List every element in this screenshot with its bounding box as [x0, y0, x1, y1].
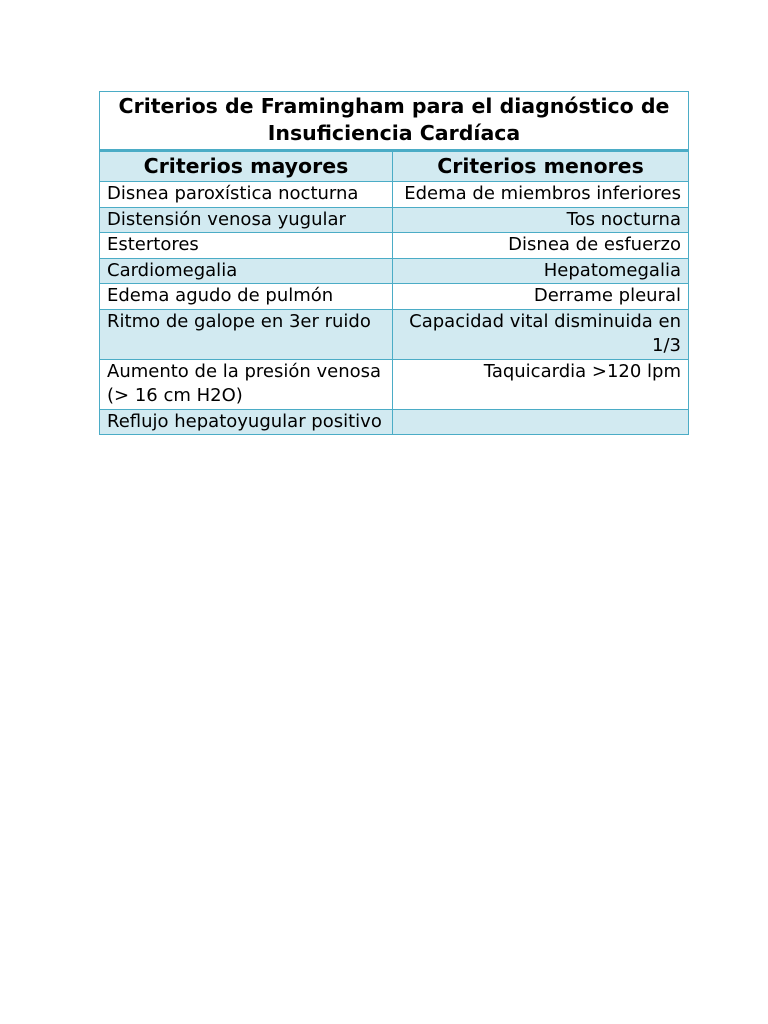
minor-criterion-cell: Capacidad vital disminuida en 1/3	[393, 309, 689, 359]
minor-criterion-cell: Tos nocturna	[393, 207, 689, 233]
header-row	[100, 151, 689, 182]
major-criterion-cell: Reflujo hepatoyugular positivo	[100, 409, 393, 435]
minor-criterion-cell: Taquicardia >120 lpm	[393, 359, 689, 409]
framingham-criteria-table	[99, 91, 689, 435]
minor-criterion-cell	[393, 409, 689, 435]
major-criterion-cell: Distensión venosa yugular	[100, 207, 393, 233]
major-criterion-cell: Ritmo de galope en 3er ruido	[100, 309, 393, 359]
major-criterion-cell: Estertores	[100, 233, 393, 259]
header-minor: Criterios menores	[393, 151, 689, 182]
major-criterion-cell: Edema agudo de pulmón	[100, 284, 393, 310]
table-row	[100, 309, 689, 359]
table-row	[100, 233, 689, 259]
header-major: Criterios mayores	[100, 151, 393, 182]
table-row	[100, 359, 689, 409]
minor-criterion-cell: Edema de miembros inferiores	[393, 182, 689, 208]
minor-criterion-cell: Hepatomegalia	[393, 258, 689, 284]
framingham-table-container	[99, 91, 688, 435]
major-criterion-cell: Cardiomegalia	[100, 258, 393, 284]
table-title: Criterios de Framingham para el diagnóstico de Insuficiencia Cardíaca	[100, 92, 689, 151]
table-row	[100, 284, 689, 310]
title-row	[100, 92, 689, 151]
major-criterion-cell: Disnea paroxística nocturna	[100, 182, 393, 208]
minor-criterion-cell: Derrame pleural	[393, 284, 689, 310]
table-row	[100, 207, 689, 233]
major-criterion-cell: Aumento de la presión venosa (> 16 cm H2O)	[100, 359, 393, 409]
table-row	[100, 182, 689, 208]
table-row	[100, 258, 689, 284]
table-row	[100, 409, 689, 435]
minor-criterion-cell: Disnea de esfuerzo	[393, 233, 689, 259]
